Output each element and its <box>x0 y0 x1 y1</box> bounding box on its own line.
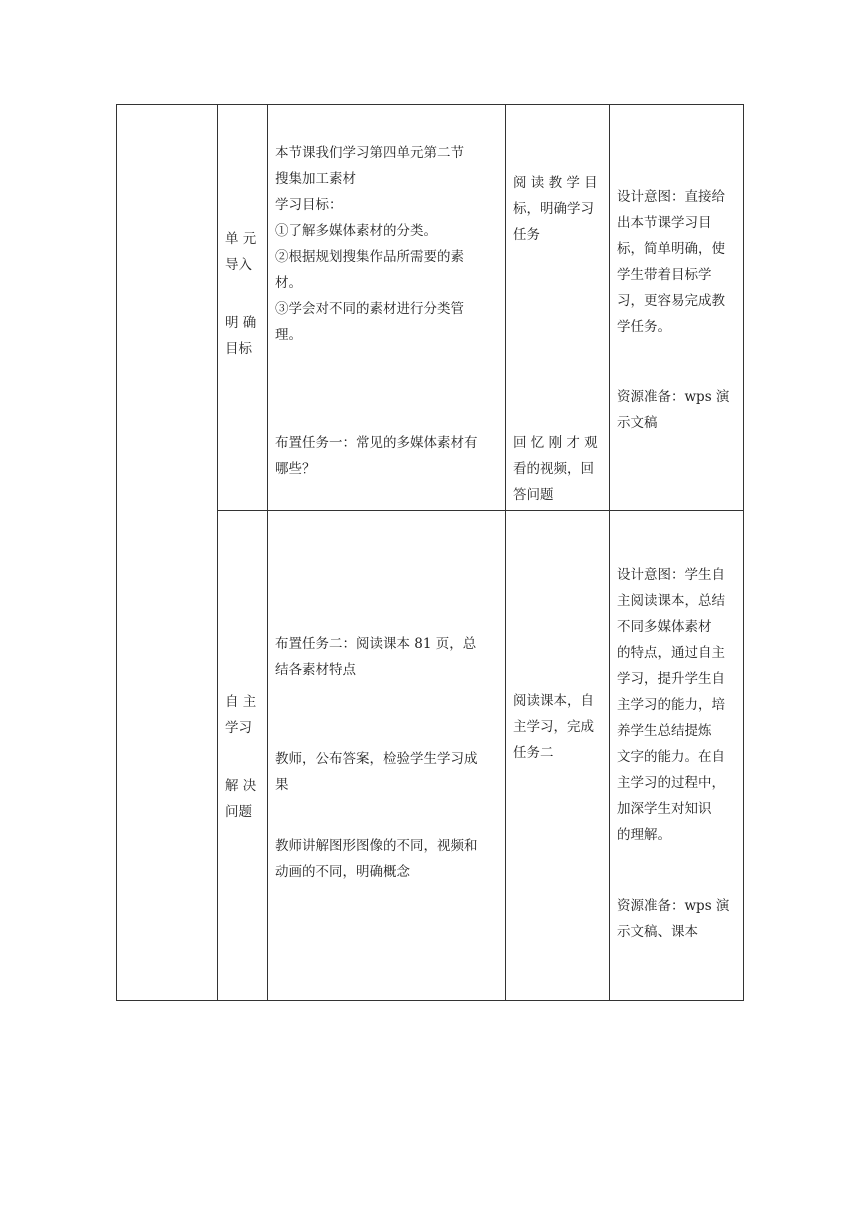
row1-teacher-line: ③学会对不同的素材进行分类管 <box>275 301 464 317</box>
row1-design-line: 设计意图：直接给 <box>617 189 725 205</box>
row2-design-line: 设计意图：学生自 <box>617 567 725 583</box>
row2-design-line: 加深学生对知识 <box>617 801 712 817</box>
row1-teacher-task-line: 布置任务一：常见的多媒体素材有 <box>275 435 478 451</box>
row2-teacher-cell-3 <box>275 833 499 885</box>
row1-student-line: 回 忆 刚 才 观 <box>513 435 598 451</box>
row2-resource-line: 示文稿、课本 <box>617 924 698 940</box>
row1-teacher-line: 本节课我们学习第四单元第二节 <box>275 145 464 161</box>
row1-student-line: 答问题 <box>513 487 554 503</box>
row1-teacher-line: 学习目标： <box>275 197 343 213</box>
row2-design-line: 养学生总结提炼 <box>617 723 712 739</box>
row2-design-line: 文字的能力。在自 <box>617 749 725 765</box>
row2-student-line: 阅读课本，自 <box>513 693 594 709</box>
row2-teacher-line: 结各素材特点 <box>275 662 356 678</box>
row1-stage-line-2: 导入 <box>225 257 252 273</box>
row1-teacher-task-line: 哪些？ <box>275 461 316 477</box>
row2-design-line: 主阅读课本，总结 <box>617 593 725 609</box>
row1-teacher-line: 搜集加工素材 <box>275 171 356 187</box>
row2-teacher-line: 教师，公布答案，检验学生学习成 <box>275 751 478 767</box>
column-divider <box>217 105 218 1000</box>
row1-resource-cell <box>617 384 743 436</box>
row2-teacher-line: 布置任务二：阅读课本 81 页，总 <box>275 636 477 652</box>
row2-design-line: 不同多媒体素材 <box>617 619 712 635</box>
row2-design-line: 学习，提升学生自 <box>617 671 725 687</box>
row1-resource-line: 示文稿 <box>617 415 658 431</box>
row2-design-line: 的理解。 <box>617 827 671 843</box>
row1-teacher-line: ②根据规划搜集作品所需要的素 <box>275 249 464 265</box>
row1-student-line: 任务 <box>513 227 540 243</box>
row1-teacher-line: 材。 <box>275 275 302 291</box>
row2-teacher-line: 果 <box>275 777 289 793</box>
row2-stage-cell <box>225 689 259 825</box>
row1-design-cell <box>617 184 743 340</box>
row1-student-line: 阅 读 教 学 目 <box>513 175 598 191</box>
row-divider <box>217 510 743 511</box>
row1-teacher-task-cell <box>275 430 499 482</box>
row2-teacher-cell-2 <box>275 746 499 798</box>
row1-teacher-cell <box>275 140 499 348</box>
row2-student-line: 主学习，完成 <box>513 719 594 735</box>
row1-teacher-line: 理。 <box>275 327 302 343</box>
row2-stage-line-2: 学习 <box>225 720 252 736</box>
row1-student-cell-2 <box>513 430 603 508</box>
row1-teacher-line: ①了解多媒体素材的分类。 <box>275 223 437 239</box>
row1-student-line: 看的视频，回 <box>513 461 594 477</box>
row1-design-line: 学生带着目标学 <box>617 267 712 283</box>
row1-design-line: 习，更容易完成教 <box>617 293 725 309</box>
row2-stage-line-1: 自 主 <box>225 694 257 710</box>
row1-design-line: 出本节课学习目 <box>617 215 712 231</box>
row1-student-line: 标，明确学习 <box>513 201 594 217</box>
row1-stage-line-3: 明 确 <box>225 315 257 331</box>
row2-design-cell <box>617 562 743 848</box>
row2-resource-cell <box>617 893 743 945</box>
row1-student-cell <box>513 170 603 248</box>
row1-stage-line-4: 目标 <box>225 341 252 357</box>
row2-stage-line-4: 问题 <box>225 804 252 820</box>
row2-teacher-line: 教师讲解图形图像的不同，视频和 <box>275 838 478 854</box>
column-divider <box>609 105 610 1000</box>
lesson-table <box>116 104 744 1001</box>
row2-design-line: 主学习的能力，培 <box>617 697 725 713</box>
column-divider <box>505 105 506 1000</box>
row2-student-line: 任务二 <box>513 745 554 761</box>
row2-resource-line: 资源准备：wps 演 <box>617 898 730 914</box>
row1-stage-line-1: 单 元 <box>225 231 257 247</box>
row2-stage-line-3: 解 决 <box>225 778 257 794</box>
row1-stage-cell <box>225 226 259 362</box>
row2-teacher-cell-1 <box>275 631 499 683</box>
row2-design-line: 主学习的过程中， <box>617 775 725 791</box>
row2-teacher-line: 动画的不同，明确概念 <box>275 864 410 880</box>
row2-student-cell <box>513 688 603 766</box>
row1-resource-line: 资源准备：wps 演 <box>617 389 730 405</box>
row1-design-line: 标，简单明确，使 <box>617 241 725 257</box>
row2-design-line: 的特点，通过自主 <box>617 645 725 661</box>
row1-design-line: 学任务。 <box>617 319 671 335</box>
column-divider <box>267 105 268 1000</box>
